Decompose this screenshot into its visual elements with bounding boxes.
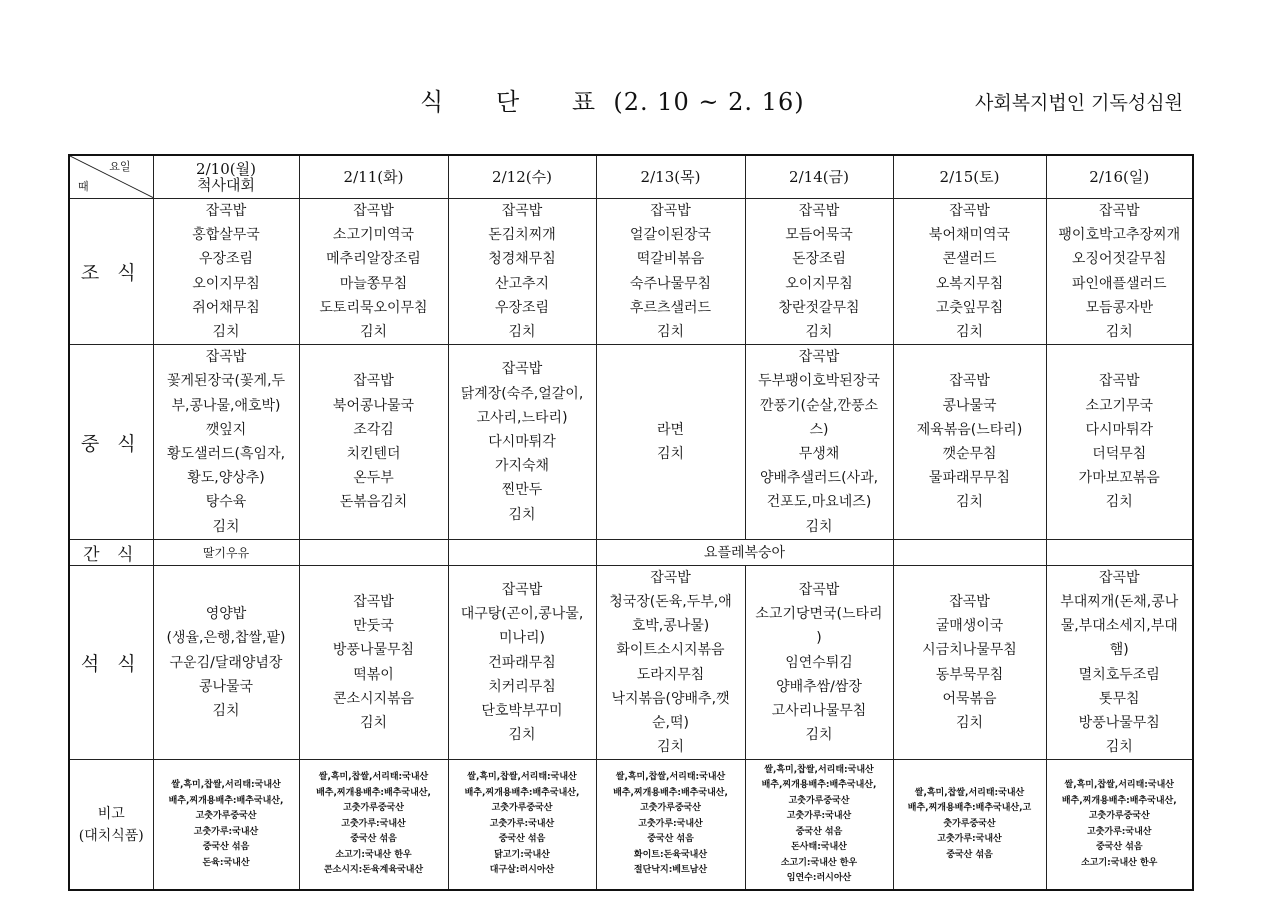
menu-item: 멸치호두조림 [1078,666,1160,683]
menu-item: 잡곡밥 [1098,373,1140,390]
note-line: 고춧가루:국내산 [937,834,1002,845]
menu-cell [745,199,893,345]
menu-item: 김치 [359,324,388,341]
note-line: 쌀,흑미,찹쌀,서리태:국내산 [615,772,726,783]
note-line: 돈육:국내산 [202,857,250,868]
menu-cell [153,565,299,760]
menu-item: 잡곡밥 [501,581,543,598]
note-cell [1046,760,1193,890]
corner-ttae: 때 [78,180,89,193]
snack-cell: 요플레복숭아 [596,539,893,565]
note-line: 쌀,흑미,찹쌀,서리태:국내산 [914,787,1025,798]
note-line: 중국산 섞음 [795,826,843,837]
menu-item: 떡볶이 [353,666,394,683]
note-line: 임연수:러시아산 [786,873,852,884]
menu-item: 구운김/달래양념장 [169,654,283,671]
menu-item: 대구탕(곤이,콩나물, [460,606,584,623]
menu-item: 오복지무침 [935,275,1004,292]
menu-item: 떡갈비볶음 [636,251,705,268]
menu-item: 쥐어채무침 [192,299,260,316]
menu-cell [448,345,596,540]
day-header: 2/16(일) [1046,155,1193,199]
note-cell [448,760,596,890]
menu-item: 김치 [1105,324,1133,341]
note-line: 배추,찌개용배추:배추국내산, [1061,795,1177,806]
note-line: 쌀,흑미,찹쌀,서리태:국내산 [171,780,281,791]
menu-item: ) [816,630,822,647]
menu-item: 오이지무침 [785,275,853,292]
menu-item: 잡곡밥 [798,581,840,598]
notes-row [69,760,1193,890]
menu-item: 숙주나물무침 [629,275,712,292]
menu-item: 물파래무무침 [928,470,1011,487]
note-line: 고춧가루:국내산 [1087,826,1152,837]
menu-item: 북어콩나물국 [332,397,415,414]
menu-item: 영양밥 [205,606,247,623]
menu-item: 치커리무침 [488,678,556,695]
menu-item: 오징어젓갈무침 [1071,251,1167,268]
note-line: 쌀,흑미,찹쌀,서리태:국내산 [318,772,429,783]
menu-item: 김치 [656,739,685,756]
menu-item: 잡곡밥 [798,203,840,219]
menu-cell [893,565,1046,760]
menu-item: 도라지무침 [636,666,705,683]
menu-cell [596,565,745,760]
menu-item: 순,떡) [652,715,689,732]
menu-item: 김치 [656,446,685,463]
note-line: 고춧가루중국산 [491,803,553,814]
menu-item: 톳무침 [1098,690,1140,707]
menu-item: 잡곡밥 [798,349,840,366]
menu-item: 소고기당면국(느타리 [755,606,883,623]
notes-label: 비고 (대치식품) [69,760,153,890]
menu-item: 잡곡밥 [353,594,394,611]
menu-item: 온두부 [353,470,394,487]
note-line: 배추,찌개용배추:배추국내산, [613,787,728,798]
menu-item: 더덕무침 [1092,446,1147,463]
menu-item: 굴매생이국 [935,618,1004,635]
menu-item: 임연수튀김 [785,654,853,671]
menu-item: 깐풍기(순살,깐풍소 [759,397,879,414]
menu-cell [596,199,745,345]
menu-item: 산고추지 [494,275,550,292]
lunch-label: 중 식 [69,345,153,540]
menu-item: 낙지볶음(양배추,깻 [611,690,730,707]
menu-item: 건포도,마요네즈) [766,494,872,511]
menu-item: 탕수육 [205,494,247,511]
note-line: 쌀,흑미,찹쌀,서리태:국내산 [764,764,874,775]
menu-item: 메추리알장조림 [326,251,421,268]
menu-item: 화이트소시지볶음 [616,642,725,659]
day-header: 2/13(목) [596,155,745,199]
menu-item: 청국장(돈육,두부,애 [609,594,732,611]
menu-cell [448,565,596,760]
menu-item: 김치 [212,324,240,341]
menu-cell [299,565,448,760]
note-line: 닭고기:국내산 [494,849,550,860]
menu-cell [745,345,893,540]
snack-row [69,539,1193,565]
menu-item: 고사리,느타리) [476,409,568,426]
menu-cell [1046,199,1193,345]
menu-item: 김치 [1105,494,1133,511]
breakfast-label: 조 식 [69,199,153,345]
snack-cell-empty [448,539,596,565]
menu-item: 가마보꼬볶음 [1078,470,1160,487]
menu-item: 잡곡밥 [353,373,394,390]
menu-item: 황도,양상추) [187,470,265,487]
menu-item: 콘소시지볶음 [332,690,415,707]
menu-item: (생율,은행,찹쌀,팥) [166,630,286,647]
note-line: 고춧가루중국산 [195,811,257,822]
note-line: 고춧가루:국내산 [341,818,406,829]
menu-item: 황도샐러드(흑임자, [166,446,286,463]
corner-cell [69,155,153,199]
note-line: 소고기:국내산 한우 [780,857,858,868]
menu-item: 돈김치찌개 [488,227,556,244]
menu-item: 김치 [955,494,984,511]
corner-yoil: 요일 [109,160,131,173]
snack-cell-empty [299,539,448,565]
snack-cell: 딸기우유 [153,539,299,565]
note-line: 배추,찌개용배추:배추국내산, [464,787,580,798]
menu-item: 파인애플샐러드 [1071,275,1167,292]
note-line: 고춧가루중국산 [343,803,404,814]
menu-item: 콩나물국 [198,678,254,695]
note-line: 고춧가루:국내산 [489,818,555,829]
menu-item: 제육볶음(느타리) [916,421,1023,438]
note-line: 춧가루중국산 [943,818,996,829]
menu-item: 김치 [508,506,536,523]
menu-item: 얼갈이된장국 [629,227,712,244]
menu-item: 만둣국 [353,618,394,635]
menu-cell [893,199,1046,345]
menu-item: 찐만두 [501,482,543,499]
dinner-label: 석 식 [69,565,153,760]
menu-item: 방풍나물무침 [1078,715,1160,732]
note-cell [596,760,745,890]
note-line: 돈사태:국내산 [791,842,847,853]
day-header: 2/10(월) 척사대회 [153,155,299,199]
note-line: 중국산 섞음 [498,834,546,845]
day-header: 2/14(금) [745,155,893,199]
menu-item: 햄) [1109,642,1129,659]
note-cell [153,760,299,890]
menu-item: 김치 [212,702,240,719]
menu-item: 잡곡밥 [501,203,543,219]
menu-item: 잡곡밥 [1098,203,1140,219]
menu-item: 스) [809,421,829,438]
menu-item: 김치 [508,324,536,341]
menu-item: 꽃게된장국(꽃게,두 [166,373,286,390]
menu-cell [1046,345,1193,540]
menu-item: 가지숙채 [494,458,550,475]
note-line: 중국산 섞음 [647,834,694,845]
menu-item: 잡곡밥 [353,203,394,219]
menu-item: 라면 [656,421,685,438]
menu-item: 김치 [1105,739,1133,756]
menu-item: 청경채무침 [488,251,556,268]
note-line: 소고기:국내산 한우 [335,849,412,860]
menu-item: 김치 [955,715,984,732]
menu-item: 잡곡밥 [949,203,990,219]
note-line: 화이트:돈육국내산 [633,849,708,860]
menu-item: 미나리) [498,630,546,647]
menu-item: 잡곡밥 [949,373,990,390]
menu-cell [299,199,448,345]
menu-cell [299,345,448,540]
note-cell [299,760,448,890]
menu-item: 닭계장(숙주,얼갈이, [460,385,584,402]
menu-item: 다시마튀각 [488,433,556,450]
menu-item: 모듬콩자반 [1085,299,1154,316]
note-line: 대구살:러시아산 [489,865,555,876]
snack-cell-empty [893,539,1046,565]
breakfast-row [69,199,1193,345]
menu-item: 우장조림 [198,251,254,268]
menu-item: 김치 [805,518,833,535]
menu-cell [1046,565,1193,760]
menu-item: 우장조림 [494,299,550,316]
menu-cell [153,345,299,540]
menu-item: 김치 [508,727,536,744]
menu-item: 잡곡밥 [949,594,990,611]
menu-item: 고사리나물무침 [771,702,867,719]
menu-cell [893,345,1046,540]
note-line: 쌀,흑미,찹쌀,서리태:국내산 [467,772,577,783]
note-line: 중국산 섞음 [202,842,250,853]
menu-item: 소고기미역국 [332,227,415,244]
menu-item: 두부팽이호박된장국 [758,373,880,390]
menu-item: 돈장조림 [791,251,847,268]
note-line: 고춧가루중국산 [1088,811,1150,822]
snack-cell-empty [1046,539,1193,565]
menu-item: 콩나물국 [942,397,997,414]
menu-item: 양배추쌈/쌈장 [776,678,862,695]
note-line: 고춧가루:국내산 [786,811,852,822]
note-line: 배추,찌개용배추:배추국내산, [168,795,284,806]
menu-item: 건파래무침 [488,654,556,671]
day-header: 2/12(수) [448,155,596,199]
menu-item: 다시마튀각 [1085,421,1154,438]
menu-item: 북어채미역국 [928,227,1011,244]
menu-item: 부,콩나물,애호박) [171,397,281,414]
menu-item: 모듬어묵국 [785,227,853,244]
dinner-row [69,565,1193,760]
note-line: 배추,찌개용배추:배추국내산, [316,787,431,798]
menu-item: 잡곡밥 [205,203,247,219]
menu-item: 동부묵무침 [935,666,1004,683]
note-line: 중국산 섞음 [350,834,397,845]
note-line: 중국산 섞음 [946,849,993,860]
menu-item: 콘샐러드 [942,251,997,268]
menu-item: 김치 [805,727,833,744]
menu-item: 물,부대소세지,부대 [1060,618,1178,635]
menu-item: 어묵볶음 [942,690,997,707]
menu-item: 시금치나물무침 [922,642,1017,659]
day-header: 2/11(화) [299,155,448,199]
menu-item: 후르츠샐러드 [629,299,712,316]
menu-item: 김치 [805,324,833,341]
note-line: 배추,찌개용배추:배추국내산,고 [907,803,1032,814]
note-line: 콘소시지:돈육계육국내산 [323,865,424,876]
menu-item: 잡곡밥 [205,349,247,366]
note-line: 고춧가루중국산 [788,795,850,806]
menu-item: 팽이호박고추장찌개 [1058,227,1181,244]
menu-item: 마늘쫑무침 [339,275,408,292]
lunch-row [69,345,1193,540]
menu-item: 방풍나물무침 [332,642,415,659]
menu-item: 김치 [359,715,388,732]
note-line: 고춧가루:국내산 [193,826,259,837]
menu-cell [153,199,299,345]
note-line: 고춧가루:국내산 [638,818,703,829]
menu-item: 오이지무침 [192,275,260,292]
page-title: 식 단 표 (2. 10 ~ 2. 16) [420,88,805,116]
menu-item: 잡곡밥 [1098,569,1140,586]
day-header: 2/15(토) [893,155,1046,199]
menu-cell [448,199,596,345]
menu-table [68,154,1194,891]
note-cell [745,760,893,890]
menu-item: 잡곡밥 [650,569,691,586]
menu-cell [596,345,745,540]
menu-item: 김치 [656,324,685,341]
menu-item: 고춧잎무침 [935,299,1004,316]
note-line: 고춧가루중국산 [640,803,701,814]
menu-item: 깻순무침 [942,446,997,463]
menu-item: 깻잎지 [205,421,247,438]
note-line: 절단낙지:베트남산 [633,865,708,876]
menu-item: 조각김 [353,421,394,438]
note-line: 쌀,흑미,찹쌀,서리태:국내산 [1064,780,1174,791]
menu-item: 양배추샐러드(사과, [759,470,879,487]
menu-item: 김치 [955,324,984,341]
menu-item: 도토리묵오이무침 [319,299,428,316]
menu-item: 잡곡밥 [501,361,543,378]
note-line: 소고기:국내산 한우 [1081,857,1158,868]
header-row [69,155,1193,199]
menu-item: 치킨텐더 [346,446,401,463]
menu-item: 소고기무국 [1085,397,1154,414]
menu-item: 돈볶음김치 [339,494,408,511]
menu-item: 무생채 [798,446,840,463]
menu-item: 단호박부꾸미 [481,702,563,719]
menu-item: 창란젓갈무침 [778,299,860,316]
note-line: 중국산 섞음 [1095,842,1143,853]
note-line: 배추,찌개용배추:배추국내산, [761,780,877,791]
snack-label: 간 식 [69,539,153,565]
menu-item: 호박,콩나물) [631,618,710,635]
menu-cell [745,565,893,760]
menu-item: 홍합살무국 [192,227,260,244]
note-cell [893,760,1046,890]
menu-item: 잡곡밥 [650,203,691,219]
menu-item: 부대찌개(돈채,콩나 [1060,594,1179,611]
organization-name: 사회복지법인 기독성심원 [975,92,1183,114]
menu-item: 김치 [212,518,240,535]
